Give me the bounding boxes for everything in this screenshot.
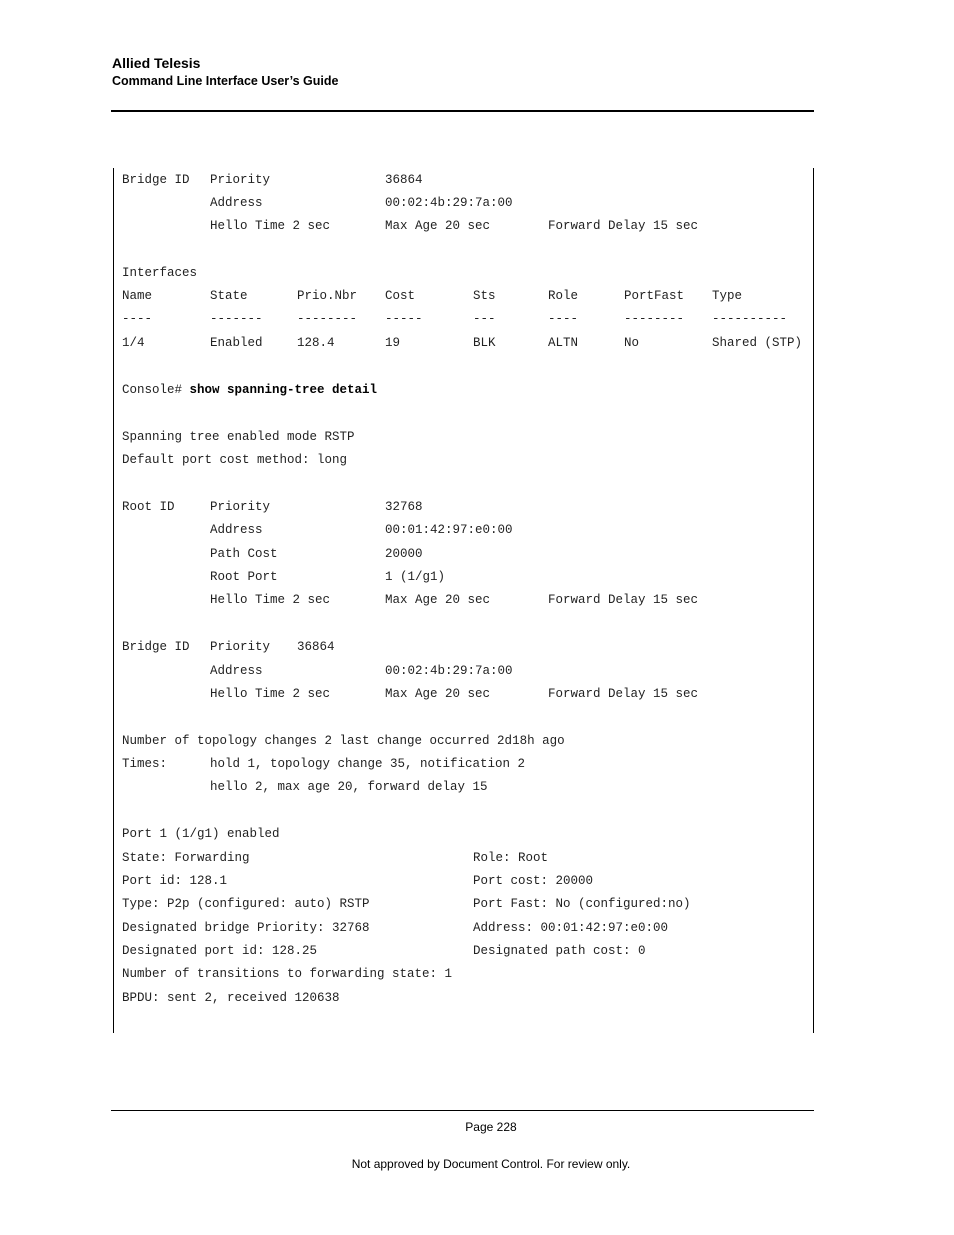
hello-time: Hello Time 2 sec <box>210 219 331 233</box>
code-line <box>114 499 423 515</box>
times-values: hold 1, topology change 35, notification 2 <box>210 757 526 771</box>
code-line <box>114 920 669 936</box>
priority-label: Priority <box>210 173 271 187</box>
forward-delay: Forward Delay 15 sec <box>548 219 699 233</box>
table-cell: BLK <box>473 336 496 350</box>
table-cell: 19 <box>385 336 401 350</box>
port-cost: Port cost: 20000 <box>473 874 594 888</box>
code-line <box>114 639 335 655</box>
interfaces-dash-row: ---- ------- -------- ----- --- ---- -------- ---------- <box>122 312 788 326</box>
address-label: Address <box>210 523 263 537</box>
address-label: Address <box>210 664 263 678</box>
bpdu-line: BPDU: sent 2, received 120638 <box>122 991 340 1005</box>
path-cost-value: 20000 <box>385 547 423 561</box>
mode-line: Spanning tree enabled mode RSTP <box>122 430 355 444</box>
code-line <box>114 195 513 211</box>
code-line <box>114 569 446 585</box>
forward-delay: Forward Delay 15 sec <box>548 687 699 701</box>
designated-path-cost: Designated path cost: 0 <box>473 944 646 958</box>
table-cell: Enabled <box>210 336 263 350</box>
cli-output-box <box>113 168 814 1033</box>
max-age: Max Age 20 sec <box>385 219 491 233</box>
review-notice: Not approved by Document Control. For review only. <box>351 1157 631 1171</box>
address-value: 00:01:42:97:e0:00 <box>385 523 513 537</box>
company-name: Allied Telesis <box>112 55 201 71</box>
forward-delay: Forward Delay 15 sec <box>548 593 699 607</box>
command-text: show spanning-tree detail <box>189 383 378 397</box>
cost-method-line: Default port cost method: long <box>122 453 348 467</box>
code-line <box>114 896 691 912</box>
priority-value: 32768 <box>385 500 423 514</box>
col-header: Sts <box>473 289 496 303</box>
header-divider <box>111 110 814 112</box>
table-cell: 1/4 <box>122 336 145 350</box>
code-line <box>114 873 594 889</box>
table-cell: 128.4 <box>297 336 335 350</box>
address-label: Address <box>210 196 263 210</box>
page-number: Page 228 <box>465 1120 517 1134</box>
port-type: Type: P2p (configured: auto) RSTP <box>122 897 370 911</box>
times-label: Times: <box>122 757 168 771</box>
path-cost-label: Path Cost <box>210 547 278 561</box>
col-header: State <box>210 289 248 303</box>
code-line <box>114 218 699 234</box>
console-prompt: Console# <box>122 383 190 397</box>
designated-address: Address: 00:01:42:97:e0:00 <box>473 921 669 935</box>
code-line <box>114 663 513 679</box>
priority-label: Priority <box>210 500 271 514</box>
bridge-id-label: Bridge ID <box>122 173 190 187</box>
code-line <box>114 756 526 772</box>
address-value: 00:02:4b:29:7a:00 <box>385 664 513 678</box>
code-line <box>114 943 646 959</box>
designated-port-id: Designated port id: 128.25 <box>122 944 318 958</box>
priority-value: 36864 <box>297 640 335 654</box>
code-line <box>114 850 549 866</box>
interfaces-title: Interfaces <box>122 266 198 280</box>
root-id-label: Root ID <box>122 500 175 514</box>
table-row <box>114 335 803 351</box>
table-cell: Shared (STP) <box>712 336 803 350</box>
max-age: Max Age 20 sec <box>385 593 491 607</box>
topology-changes-line: Number of topology changes 2 last change occurred 2d18h ago <box>122 734 565 748</box>
code-line <box>114 546 423 562</box>
port-role: Role: Root <box>473 851 549 865</box>
guide-title: Command Line Interface User’s Guide <box>112 74 339 88</box>
port-state: State: Forwarding <box>122 851 250 865</box>
code-line <box>114 779 488 795</box>
port-fast: Port Fast: No (configured:no) <box>473 897 691 911</box>
col-header: Role <box>548 289 579 303</box>
table-cell: No <box>624 336 640 350</box>
code-line <box>114 172 423 188</box>
table-cell: ALTN <box>548 336 579 350</box>
port-title-line: Port 1 (1/g1) enabled <box>122 827 280 841</box>
command-line <box>122 382 377 398</box>
times-values: hello 2, max age 20, forward delay 15 <box>210 780 488 794</box>
code-line <box>114 522 513 538</box>
code-line <box>114 592 699 608</box>
designated-bridge: Designated bridge Priority: 32768 <box>122 921 370 935</box>
interfaces-header-row <box>114 288 743 304</box>
code-line <box>114 686 699 702</box>
col-header: Name <box>122 289 153 303</box>
priority-value: 36864 <box>385 173 423 187</box>
root-port-label: Root Port <box>210 570 278 584</box>
col-header: PortFast <box>624 289 685 303</box>
hello-time: Hello Time 2 sec <box>210 687 331 701</box>
col-header: Prio.Nbr <box>297 289 358 303</box>
transitions-line: Number of transitions to forwarding state: 1 <box>122 967 453 981</box>
max-age: Max Age 20 sec <box>385 687 491 701</box>
port-id: Port id: 128.1 <box>122 874 228 888</box>
priority-label: Priority <box>210 640 271 654</box>
footer-divider <box>111 1110 814 1111</box>
address-value: 00:02:4b:29:7a:00 <box>385 196 513 210</box>
hello-time: Hello Time 2 sec <box>210 593 331 607</box>
bridge-id-label: Bridge ID <box>122 640 190 654</box>
col-header: Cost <box>385 289 416 303</box>
col-header: Type <box>712 289 743 303</box>
root-port-value: 1 (1/g1) <box>385 570 446 584</box>
